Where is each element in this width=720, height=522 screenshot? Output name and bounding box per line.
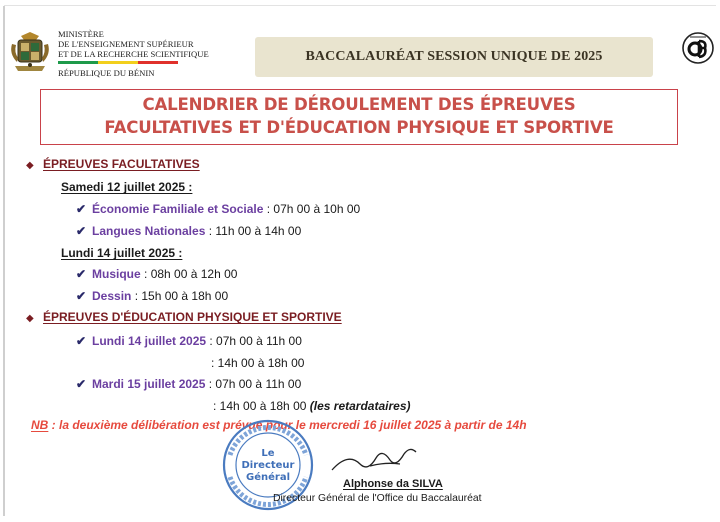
schedule-item: [92, 289, 228, 303]
checkmark-icon: ✔: [76, 202, 87, 216]
time-slot: : 07h 00 à 11h 00: [206, 334, 302, 348]
signatory-title: Directeur Général de l'Office du Baccalauréat: [273, 493, 482, 504]
flag-red-band: [138, 61, 178, 64]
session-banner: BACCALAURÉAT SESSION UNIQUE DE 2025: [255, 37, 653, 77]
checkmark-icon: ✔: [76, 377, 87, 391]
schedule-item: [92, 224, 301, 238]
schedule-item: [92, 267, 237, 281]
page-border-left: [3, 6, 5, 516]
signatory-name: Alphonse da SILVA: [343, 478, 443, 490]
stamp-text: Directeur: [241, 460, 295, 471]
stamp-text: Général: [246, 472, 290, 483]
separator: :: [205, 224, 216, 238]
subject-name: Dessin: [92, 289, 132, 303]
checkmark-icon: ✔: [76, 334, 87, 348]
schedule-item: [92, 334, 302, 348]
checkmark-icon: ✔: [76, 267, 87, 281]
ministry-name: [58, 29, 248, 59]
time-slot-afternoon: [213, 399, 410, 413]
subject-name: Langues Nationales: [92, 224, 206, 238]
nb-label: NB: [31, 418, 49, 432]
day-label: Mardi 15 juillet 2025: [92, 377, 206, 391]
time-slot: : 07h 00 à 11h 00: [205, 377, 302, 391]
handwritten-signature-icon: [330, 440, 420, 480]
title-line-1: CALENDRIER DE DÉROULEMENT DES ÉPREUVES: [142, 95, 576, 114]
time-slot: 07h 00 à 10h 00: [273, 202, 361, 216]
republic-name: RÉPUBLIQUE DU BÉNIN: [58, 68, 155, 78]
subject-name: Musique: [92, 267, 141, 281]
ministry-line: ET DE LA RECHERCHE SCIENTIFIQUE: [58, 49, 209, 59]
separator: :: [140, 267, 151, 281]
checkmark-icon: ✔: [76, 224, 87, 238]
day-heading-lundi: Lundi 14 juillet 2025 :: [61, 246, 183, 260]
diamond-bullet-icon: ◆: [26, 313, 34, 324]
time-slot: 15h 00 à 18h 00: [141, 289, 229, 303]
coat-of-arms-icon: [9, 30, 51, 74]
office-du-bac-logo-icon: [681, 31, 715, 65]
title-line-2: FACULTATIVES ET D'ÉDUCATION PHYSIQUE ET SPORTIVE: [104, 118, 614, 137]
time-slot: : 14h 00 à 18h 00: [213, 399, 307, 413]
day-heading-samedi: Samedi 12 juillet 2025 :: [61, 180, 193, 194]
day-label: Lundi 14 juillet 2025: [92, 334, 207, 348]
ministry-line: DE L'ENSEIGNEMENT SUPÉRIEUR: [58, 39, 194, 49]
nb-text: : la deuxième délibération est prévue pour le mercredi 16 juillet 2025 à partir de 14h: [48, 418, 527, 432]
schedule-item: [92, 377, 301, 391]
time-slot-afternoon: : 14h 00 à 18h 00: [211, 356, 305, 370]
flag-green-band: [58, 61, 98, 64]
ministry-line: MINISTÈRE: [58, 29, 104, 39]
section-heading-eps: ÉPREUVES D'ÉDUCATION PHYSIQUE ET SPORTIVE: [43, 310, 342, 324]
latecomers-note: (les retardataires): [309, 399, 411, 413]
flag-yellow-band: [98, 61, 138, 64]
subject-name: Économie Familiale et Sociale: [92, 202, 264, 216]
section-heading-facultatives: ÉPREUVES FACULTATIVES: [43, 157, 200, 171]
time-slot: 08h 00 à 12h 00: [150, 267, 238, 281]
time-slot: 11h 00 à 14h 00: [215, 224, 302, 238]
schedule-item: [92, 202, 360, 216]
flag-stripe: [58, 61, 178, 64]
page-border-top: [4, 5, 716, 6]
separator: :: [131, 289, 142, 303]
checkmark-icon: ✔: [76, 289, 87, 303]
separator: :: [263, 202, 274, 216]
diamond-bullet-icon: ◆: [26, 160, 34, 171]
stamp-text: Le: [261, 448, 275, 459]
